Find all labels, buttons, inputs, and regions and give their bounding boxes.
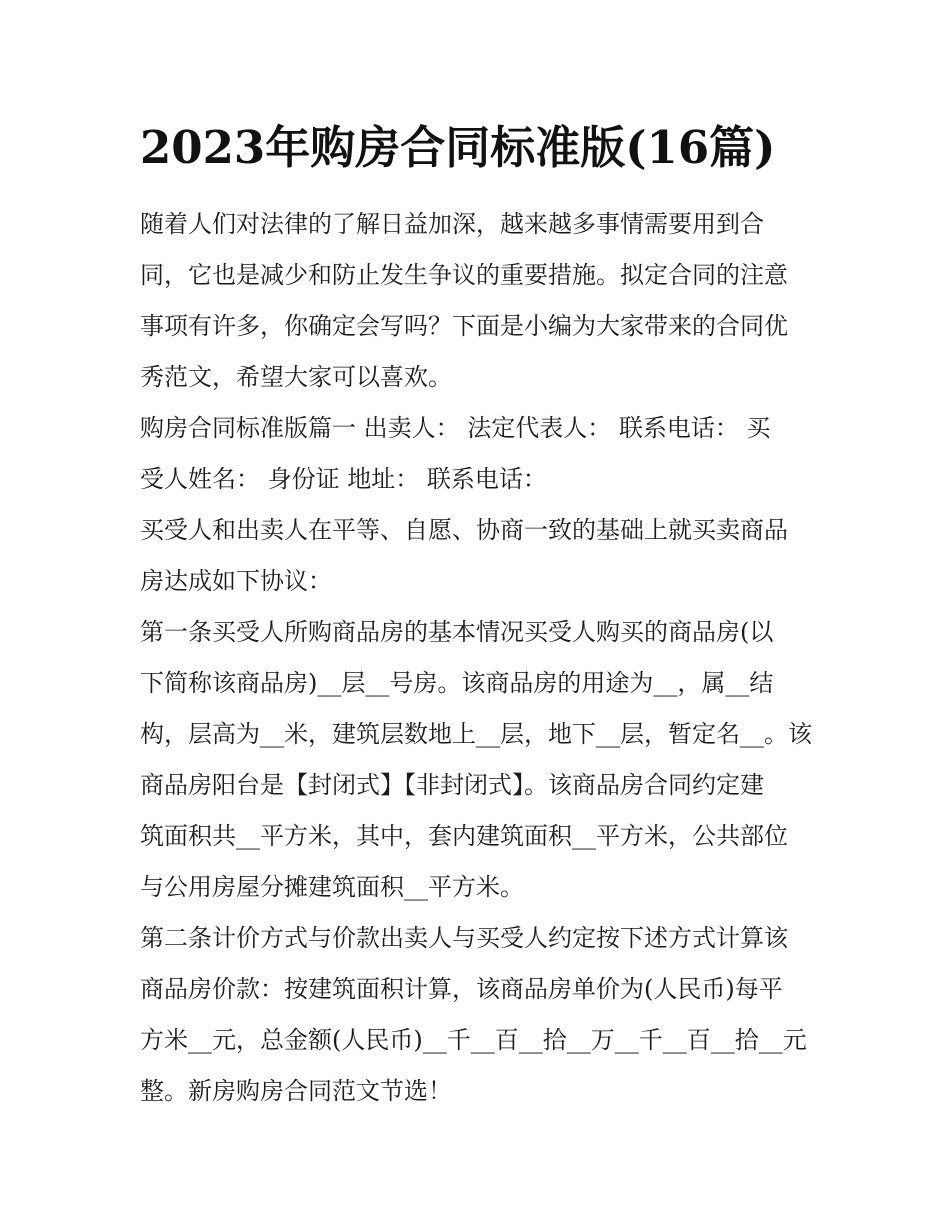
text-line: 第二条计价方式与价款出卖人与买受人约定按下述方式计算该 <box>140 924 788 952</box>
text-line: 同，它也是减少和防止发生争议的重要措施。拟定合同的注意 <box>140 261 788 289</box>
text-line: 第一条买受人所购商品房的基本情况买受人购买的商品房(以 <box>140 618 774 646</box>
text-line: 下简称该商品房)__层__号房。该商品房的用途为__，属__结 <box>140 669 774 697</box>
text-line: 商品房阳台是【封闭式】【非封闭式】。该商品房合同约定建 <box>140 771 764 799</box>
text-line: 房达成如下协议： <box>140 567 332 595</box>
page-title: 2023年购房合同标准版(16篇) <box>140 121 776 174</box>
text-line: 买受人和出卖人在平等、自愿、协商一致的基础上就买卖商品 <box>140 516 788 544</box>
text-line: 商品房价款：按建筑面积计算，该商品房单价为(人民币)每平 <box>140 975 783 1003</box>
text-line: 与公用房屋分摊建筑面积__平方米。 <box>140 873 524 901</box>
text-line: 筑面积共__平方米，其中，套内建筑面积__平方米，公共部位 <box>140 822 788 850</box>
text-line: 整。新房购房合同范文节选！ <box>140 1077 452 1105</box>
text-line: 受人姓名： 身份证 地址： 联系电话： <box>140 465 547 493</box>
text-line: 事项有许多，你确定会写吗？下面是小编为大家带来的合同优 <box>140 312 788 340</box>
text-line: 秀范文，希望大家可以喜欢。 <box>140 363 452 391</box>
text-line: 构，层高为__米，建筑层数地上__层，地下__层，暂定名__。该 <box>140 720 812 748</box>
document-body <box>140 199 812 1117</box>
text-line: 购房合同标准版篇一 出卖人： 法定代表人： 联系电话： 买 <box>140 414 771 442</box>
text-line: 方米__元，总金额(人民币)__千__百__拾__万__千__百__拾__元 <box>140 1026 807 1054</box>
text-line: 随着人们对法律的了解日益加深，越来越多事情需要用到合 <box>140 210 764 238</box>
